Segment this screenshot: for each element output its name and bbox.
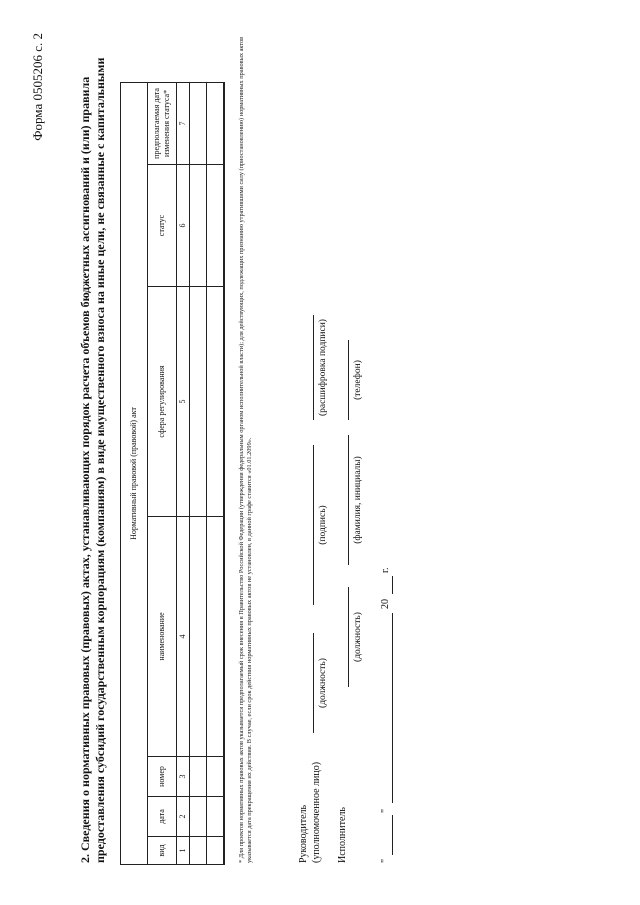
col-number: 5 bbox=[177, 287, 190, 517]
table-cell bbox=[207, 517, 225, 757]
table-cell bbox=[190, 82, 207, 164]
col-header: дата bbox=[148, 797, 177, 837]
table-cell bbox=[190, 517, 207, 757]
table-cell bbox=[207, 82, 225, 164]
footnote: * Для проектов нормативных правовых актов указывается предполагаемый срок внесения в Правительство Российской Федерации (утверждения федеральным органом исполнительной власти); для действующих, подлежащих признанию утратившими силу (приостановлению) нормативных правовых актов указывается дата прекращения их действия. В случае, если срок действия нормативных правовых актов не установлен, в данной графе ставится «01.01.2099». bbox=[238, 36, 254, 863]
acts-table bbox=[120, 82, 225, 865]
executor-position-line bbox=[348, 587, 349, 687]
table-row bbox=[190, 82, 207, 864]
table-cell bbox=[207, 287, 225, 517]
col-number: 7 bbox=[177, 82, 190, 164]
executor-name-caption: (фамилия, инициалы) bbox=[353, 456, 363, 544]
executor-name-line bbox=[348, 435, 349, 565]
col-number: 6 bbox=[177, 165, 190, 287]
col-number: 4 bbox=[177, 517, 190, 757]
executor-position-caption: (должность) bbox=[353, 612, 363, 662]
col-header: статус bbox=[148, 165, 177, 287]
group-header: Нормативный правовой (правовой) акт bbox=[121, 82, 148, 864]
executor-phone-caption: (телефон) bbox=[353, 360, 363, 400]
date-year-line bbox=[392, 576, 393, 594]
col-header: номер bbox=[148, 757, 177, 797]
table-cell bbox=[190, 837, 207, 865]
table-cell bbox=[207, 165, 225, 287]
table-cell bbox=[190, 287, 207, 517]
section-title: 2. Сведения о нормативных правовых (правовых) актах, устанавливающих порядок расчета объемов бюджетных ассигнований и (или) правила предоставления субсидий государственным корпорациям (компаниям) в виде имущественного взноса на иные цели, не связанные с капитальными bbox=[78, 57, 107, 863]
table-cell bbox=[190, 757, 207, 797]
col-number: 3 bbox=[177, 757, 190, 797]
head-signature-line bbox=[313, 445, 314, 605]
date-open-quote: " bbox=[380, 858, 391, 863]
head-position-caption: (должность) bbox=[318, 658, 328, 708]
table-cell bbox=[207, 797, 225, 837]
head-name-caption: (расшифровка подписи) bbox=[318, 319, 328, 416]
head-name-line bbox=[313, 315, 314, 420]
date-month-line bbox=[392, 613, 393, 803]
table-cell bbox=[207, 757, 225, 797]
head-label: Руководитель bbox=[298, 804, 309, 863]
col-header: предполагаемая дата изменения статуса* bbox=[148, 82, 177, 164]
col-number: 1 bbox=[177, 837, 190, 865]
table-cell bbox=[190, 165, 207, 287]
form-code: Форма 0505206 с. 2 bbox=[30, 33, 45, 141]
head-sublabel: (уполномоченное лицо) bbox=[311, 761, 322, 863]
col-header: наименование bbox=[148, 517, 177, 757]
executor-label: Исполнитель bbox=[337, 807, 348, 863]
table-cell bbox=[207, 837, 225, 865]
table-row bbox=[207, 82, 225, 864]
date-suffix: г. bbox=[380, 567, 391, 573]
date-century: 20 bbox=[380, 599, 391, 609]
head-signature-caption: (подпись) bbox=[318, 505, 328, 545]
head-position-line bbox=[313, 633, 314, 733]
col-header: сфера регулирования bbox=[148, 287, 177, 517]
executor-phone-line bbox=[348, 340, 349, 420]
date-day-line bbox=[392, 815, 393, 855]
col-header: вид bbox=[148, 837, 177, 865]
table-cell bbox=[190, 797, 207, 837]
date-close-quote: " bbox=[380, 808, 391, 813]
col-number: 2 bbox=[177, 797, 190, 837]
